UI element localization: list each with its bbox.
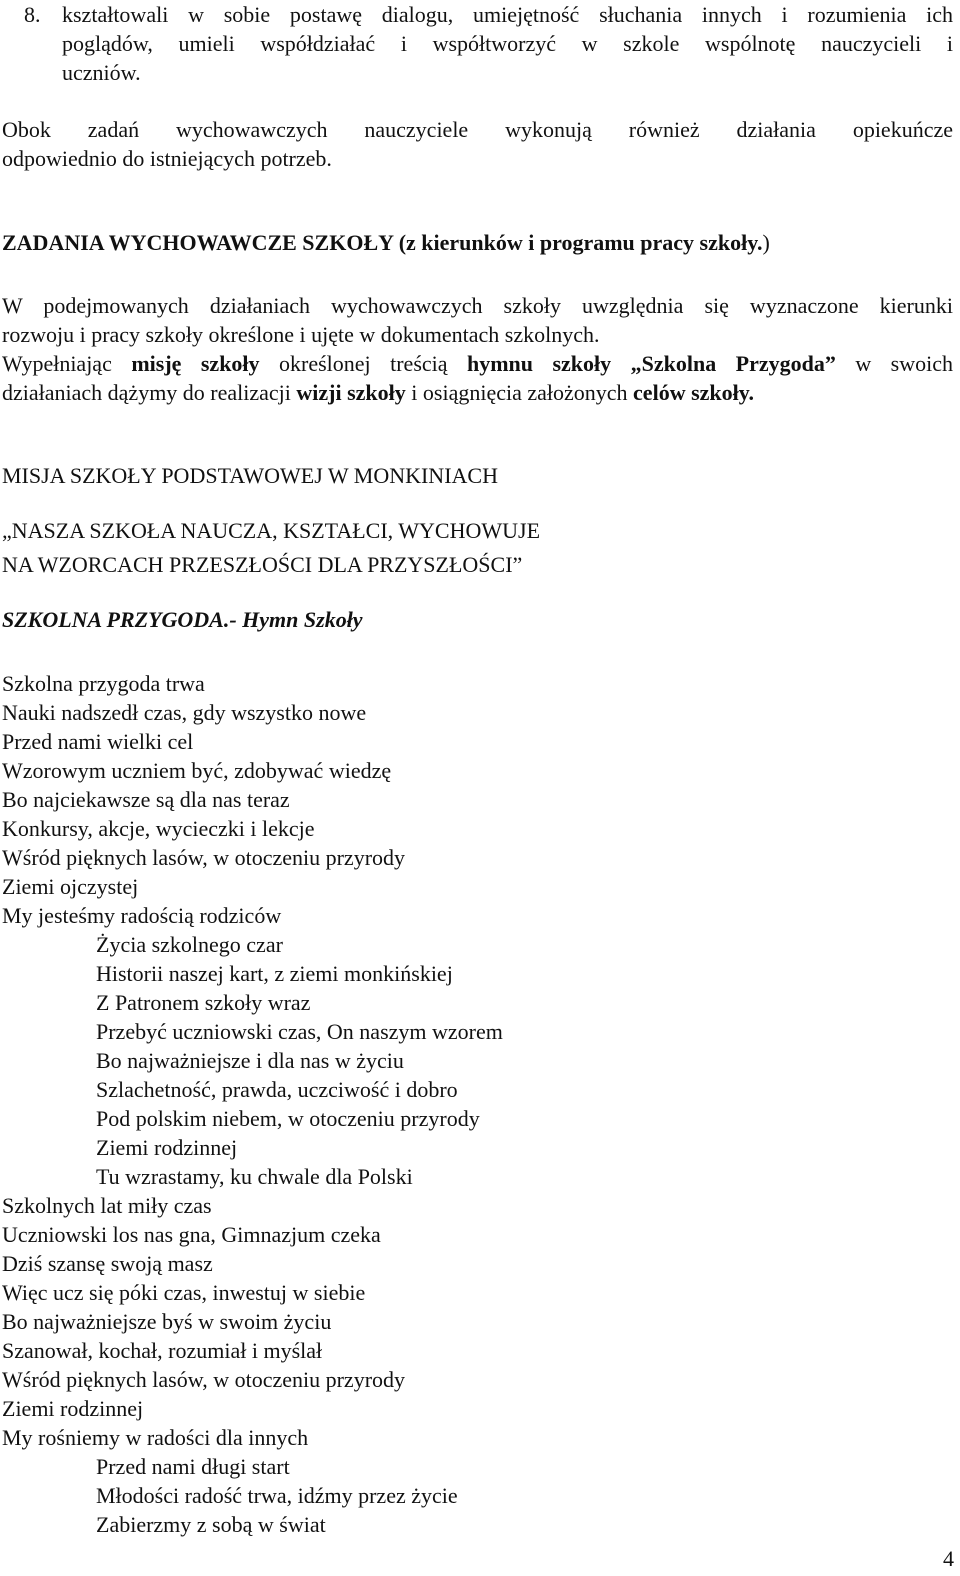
hymn-line-indented: Życia szkolnego czar xyxy=(96,932,283,957)
section-heading-bold: ZADANIA WYCHOWAWCZE SZKOŁY (z kierunków i programu pracy szkoły. xyxy=(2,230,763,255)
hymn-line-indented: Przed nami długi start xyxy=(96,1454,290,1479)
hymn-line: Bo najważniejsze byś w swoim życiu xyxy=(2,1309,332,1334)
paragraph-line-mission xyxy=(2,349,953,378)
hymn-line: Konkursy, akcje, wycieczki i lekcje xyxy=(2,816,315,841)
text-run: w swoich xyxy=(835,351,953,376)
mission-heading: MISJA SZKOŁY PODSTAWOWEJ W MONKINIACH xyxy=(2,463,498,488)
bold-text-run: misję szkoły xyxy=(131,351,260,376)
hymn-line: Nauki nadszedł czas, gdy wszystko nowe xyxy=(2,700,367,725)
section-heading-zadania xyxy=(2,228,770,257)
hymn-line: Ziemi rodzinnej xyxy=(2,1396,144,1421)
hymn-line: My rośniemy w radości dla innych xyxy=(2,1425,309,1450)
hymn-line-indented: Historii naszej kart, z ziemi monkińskiej xyxy=(96,961,453,986)
text-run: działaniach dążymy do realizacji xyxy=(2,380,297,405)
hymn-line: Uczniowski los nas gna, Gimnazjum czeka xyxy=(2,1222,381,1247)
list-item-8-line: kształtowali w sobie postawę dialogu, umiejętność słuchania innych i rozumienia ich xyxy=(62,2,953,27)
paragraph-line: W podejmowanych działaniach wychowawczych szkoły uwzględnia się wyznaczone kierunki xyxy=(2,293,953,318)
bold-text-run: hymnu szkoły „Szkolna Przygoda” xyxy=(466,351,836,376)
text-run: Wypełniając xyxy=(2,351,132,376)
hymn-line: Przed nami wielki cel xyxy=(2,729,194,754)
hymn-line: Bo najciekawsze są dla nas teraz xyxy=(2,787,290,812)
list-number-8: 8. xyxy=(24,2,41,27)
hymn-line: Szkolna przygoda trwa xyxy=(2,671,205,696)
page-number: 4 xyxy=(943,1546,954,1571)
mission-motto-line: „NASZA SZKOŁA NAUCZA, KSZTAŁCI, WYCHOWUJE xyxy=(2,518,541,543)
hymn-line-indented: Tu wzrastamy, ku chwale dla Polski xyxy=(96,1164,413,1189)
hymn-line-indented: Przebyć uczniowski czas, On naszym wzorem xyxy=(96,1019,503,1044)
hymn-line-indented: Z Patronem szkoły wraz xyxy=(96,990,311,1015)
text-run: i osiągnięcia założonych xyxy=(405,380,634,405)
hymn-line: Wśród pięknych lasów, w otoczeniu przyrody xyxy=(2,845,406,870)
paragraph-line: Obok zadań wychowawczych nauczyciele wykonują również działania opiekuńcze xyxy=(2,117,953,142)
text-run: określonej treścią xyxy=(259,351,467,376)
list-item-8-line: poglądów, umieli współdziałać i współtworzyć w szkole wspólnotę nauczycieli i xyxy=(62,31,953,56)
hymn-line: Szkolnych lat miły czas xyxy=(2,1193,212,1218)
hymn-line: Wzorowym uczniem być, zdobywać wiedzę xyxy=(2,758,392,783)
mission-motto-line: NA WZORCACH PRZESZŁOŚCI DLA PRZYSZŁOŚCI” xyxy=(2,552,523,577)
paragraph-line: odpowiednio do istniejących potrzeb. xyxy=(2,146,332,171)
hymn-title: SZKOLNA PRZYGODA.- Hymn Szkoły xyxy=(2,607,363,632)
hymn-line: Wśród pięknych lasów, w otoczeniu przyrody xyxy=(2,1367,406,1392)
hymn-line: Dziś szansę swoją masz xyxy=(2,1251,213,1276)
hymn-line: Ziemi ojczystej xyxy=(2,874,139,899)
hymn-line: Więc ucz się póki czas, inwestuj w siebie xyxy=(2,1280,366,1305)
hymn-line-indented: Pod polskim niebem, w otoczeniu przyrody xyxy=(96,1106,480,1131)
hymn-line-indented: Ziemi rodzinnej xyxy=(96,1135,238,1160)
hymn-line: Szanował, kochał, rozumiał i myślał xyxy=(2,1338,323,1363)
hymn-line-indented: Młodości radość trwa, idźmy przez życie xyxy=(96,1483,458,1508)
bold-text-run: celów szkoły. xyxy=(633,380,755,405)
paragraph-line: rozwoju i pracy szkoły określone i ujęte w dokumentach szkolnych. xyxy=(2,322,600,347)
hymn-line-indented: Bo najważniejsze i dla nas w życiu xyxy=(96,1048,404,1073)
section-heading-tail: ) xyxy=(762,230,770,255)
hymn-line-indented: Zabierzmy z sobą w świat xyxy=(96,1512,326,1537)
hymn-line-indented: Szlachetność, prawda, uczciwość i dobro xyxy=(96,1077,458,1102)
bold-text-run: wizji szkoły xyxy=(296,380,406,405)
list-item-8-line: uczniów. xyxy=(62,60,141,85)
hymn-line: My jesteśmy radością rodziców xyxy=(2,903,282,928)
paragraph-line-vision xyxy=(2,378,754,407)
